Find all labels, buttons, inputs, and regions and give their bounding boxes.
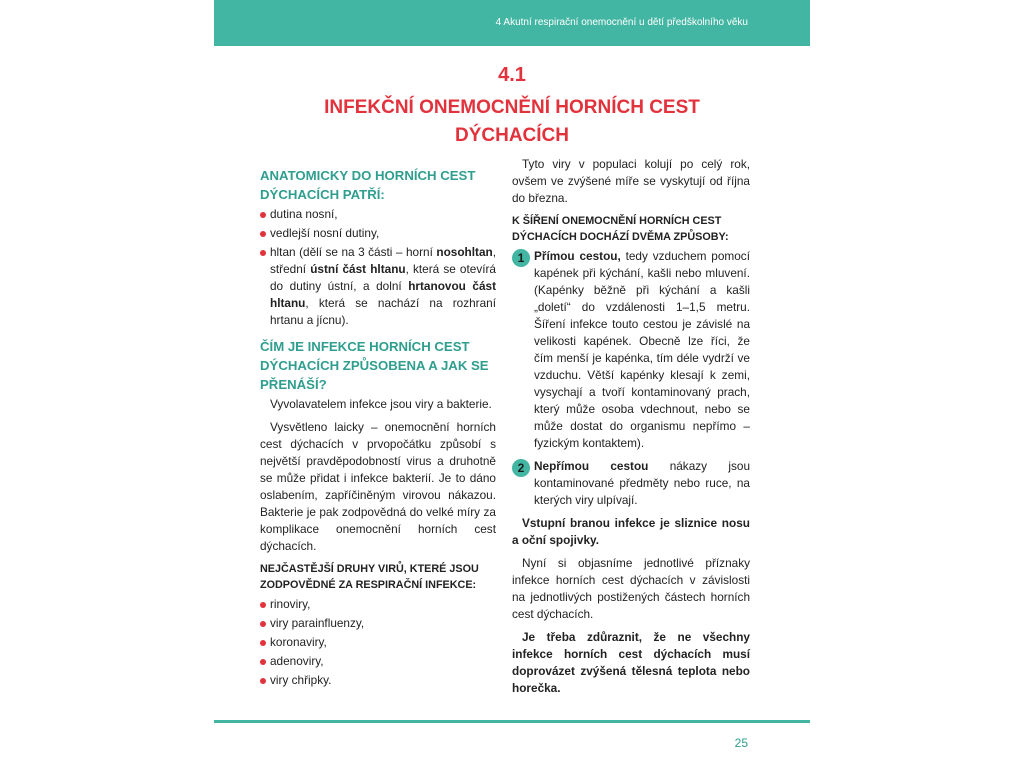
section-heading-anatomy: ANATOMICKY DO HORNÍCH CEST DÝCHACÍCH PATŘÍ:	[260, 168, 476, 202]
paragraph-bold: Vstupní branou infekce je sliznice nosu a oční spojivky.	[512, 516, 750, 547]
viruses-heading: NEJČASTĚJŠÍ DRUHY VIRŮ, KTERÉ JSOU ZODPOVĚDNÉ ZA RESPIRAČNÍ INFEKCE:	[260, 563, 479, 591]
right-column	[512, 156, 750, 703]
bullet-dot-icon	[260, 621, 266, 627]
section-heading-cause: ČÍM JE INFEKCE HORNÍCH CEST DÝCHACÍCH ZPŮSOBENA A JAK SE PŘENÁŠÍ?	[260, 339, 489, 392]
bullet-dot-icon	[260, 602, 266, 608]
bullet-dot-icon	[260, 640, 266, 646]
viruses-list	[260, 596, 496, 689]
list-item: adenoviry,	[260, 653, 496, 670]
paragraph-bold: Je třeba zdůraznit, že ne všechny infekce horních cest dýchacích musí doprovázet zvýšená tělesná teplota nebo horečka.	[512, 630, 750, 695]
footer-divider	[214, 720, 810, 723]
list-item: vedlejší nosní dutiny,	[260, 225, 496, 242]
paragraph: Vysvětleno laicky – onemocnění horních cest dýchacích v prvopočátku způsobí s největší pravděpodobností virus a druhotně se může přidat i infekce bakterií. Je to dáno oslabením, zapříčiněným virovou nákazou. Bakterie je pak zodpovědná do velké míry za komplikace onemocnění horních cest dýchacích.	[260, 420, 496, 553]
list-item: rinoviry,	[260, 596, 496, 613]
chapter-title: INFEKČNÍ ONEMOCNĚNÍ HORNÍCH CEST DÝCHACÍCH	[324, 97, 700, 146]
paragraph: Vyvolavatelem infekce jsou viry a bakterie.	[270, 397, 492, 411]
list-item: dutina nosní,	[260, 206, 496, 223]
list-item: hltan (dělí se na 3 části – horní nosohltan, střední ústní část hltanu, která se otevírá do dutiny ústní, a dolní hrtanovou část hltanu, která se nachází na rozhraní hrtanu a jícnu).	[260, 244, 496, 329]
bullet-dot-icon	[260, 678, 266, 684]
bullet-dot-icon	[260, 231, 266, 237]
list-item: viry parainfluenzy,	[260, 615, 496, 632]
bullet-dot-icon	[260, 250, 266, 256]
bullet-dot-icon	[260, 212, 266, 218]
list-item: viry chřipky.	[260, 672, 496, 689]
running-title: 4 Akutní respirační onemocnění u dětí předškolního věku	[495, 17, 748, 28]
page-number: 25	[734, 736, 748, 750]
number-badge-icon: 1	[512, 249, 530, 267]
spread-heading: K ŠÍŘENÍ ONEMOCNĚNÍ HORNÍCH CEST DÝCHACÍCH DOCHÁZÍ DVĚMA ZPŮSOBY:	[512, 215, 729, 243]
left-column	[260, 166, 496, 697]
numbered-item-2: 2 Nepřímou cestou nákazy jsou kontaminované předměty nebo ruce, na kterých viry ulpívají.	[512, 458, 750, 509]
number-badge-icon: 2	[512, 459, 530, 477]
book-page	[214, 0, 810, 768]
chapter-number: 4.1	[498, 64, 526, 86]
anatomy-list	[260, 206, 496, 329]
paragraph: Tyto viry v populaci kolují po celý rok, ovšem ve zvýšené míře se vyskytují od října do března.	[512, 157, 750, 205]
bullet-dot-icon	[260, 659, 266, 665]
header-band	[214, 0, 810, 46]
list-item: koronaviry,	[260, 634, 496, 651]
paragraph: Nyní si objasníme jednotlivé příznaky infekce horních cest dýchacích v závislosti na jednotlivých postižených částech horních cest dýchacích.	[512, 556, 750, 621]
numbered-item-1: 1 Přímou cestou, tedy vzduchem pomocí kapének při kýchání, kašli nebo mluvení. (Kapénky běžně při kýchání a kašli „doletí“ do vzdálenosti 1–1,5 metru. Šíření infekce touto cestou je závislé na velikosti kapének. Obecně lze říci, že čím menší je kapénka, tím déle vydrží ve vzduchu. Větší kapénky klesají k zemi, vysychají a tvoří kontaminovaný prach, který může osoba vdechnout, nebo se může dostat do organismu nepřímo – fyzickým kontaktem).	[512, 248, 750, 452]
